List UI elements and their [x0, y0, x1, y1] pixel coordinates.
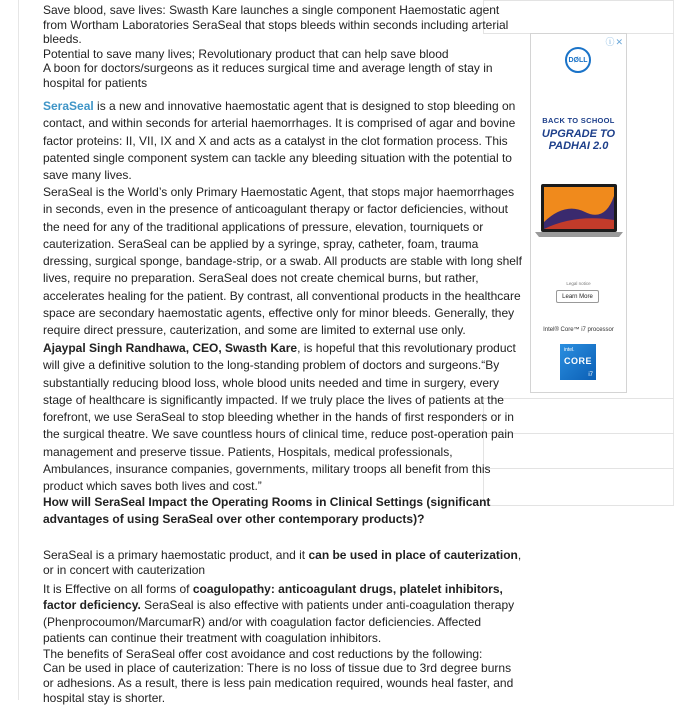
intel-badge-brand: intel.: [564, 347, 575, 353]
details-text: , or in concert with cauterization: [43, 548, 522, 577]
summary-line: A boon for doctors/surgeons as it reduces surgical time and average length of stay in hospital for patients: [43, 61, 493, 90]
details-line: The benefits of SeraSeal offer cost avoidance and cost reductions by the following:: [43, 646, 483, 661]
ceo-paragraph: [43, 340, 523, 496]
section-question-heading: How will SeraSeal Impact the Operating Rooms in Clinical Settings (significant advantages of using SeraSeal over other contemporary products)?: [43, 495, 491, 527]
sidebar-advertisement[interactable]: [530, 33, 627, 393]
summary-line: Potential to save many lives; Revolutionary product that can help save blood: [43, 46, 449, 61]
details-line: [43, 581, 525, 647]
primary-paragraph: SeraSeal is the World’s only Primary Haemostatic Agent, that stops major haemorrhages in seconds, even in the presence of anticoagulant therapy or factor deficiencies, without the need for any of the traditional applications of pressure, elevation, tourniquets or cauterization. SeraSeal can be applied by a syringe, spray, catheter, foam, trauma dressing, surgical sponge, bandage-strip, or a swab. All products are stable with long shelf lives, require no preparation. SeraSeal does not create chemical burns, but rather, accelerates healing for the patient. By contrast, all conventional products in the healthcare space are secondary haemostatic agents, effective only for minor bleeds. Generally, they require direct pressure, cauterization, and some are limited to external use only.: [43, 185, 522, 338]
ceo-quote: , is hopeful that this revolutionary product will give a definitive solution to the long-standing problem of doctors and surgeons.“By substantially reducing blood loss, whole blood units needed and time in surgery, every stage of healthcare is significantly impacted. If we truly place the lives of patients at the forefront, we use SeraSeal to stop bleeding whether in the hands of first responders or in the surgical theatre. We save countless hours of clinical time, reduce post-operation pain management and preserve tissue. Patients, Hospitals, medical professionals, Ambulances, insurance companies, governments, military troops all benefit from this product which saves both lives and cost.”: [43, 341, 516, 494]
details-line: [43, 548, 525, 578]
ad-headline-line2: UPGRADE TO PADHAI 2.0: [541, 128, 616, 152]
details-line: Can be used in place of cauterization: There is no loss of tissue due to 3rd degree burns or adhesions. As a result, there is less pain medication required, wounds heal faster, and hospital stay is shorter.: [43, 661, 514, 705]
intel-core-badge-icon: [560, 344, 596, 380]
intro-text: is a new and innovative haemostatic agent that is designed to stop bleeding on contact, and within seconds for arterial haemorrhages. It is comprised of agar and bovine factor proteins: II, VII, IX and X and acts as a catalyst in the clot formation process. This patented single component system can tackle any bleeding situation with the potential to save many lives.: [43, 99, 516, 183]
dell-logo: [565, 47, 591, 73]
summary-line: Save blood, save lives: Swasth Kare launches a single component Haemostatic agent from Wortham Laboratories SeraSeal that stops bleeds within seconds including arterial bleeds.: [43, 3, 509, 47]
details-text: SeraSeal is also effective with patients under anti-coagulation therapy (Phenprocoumon/MarcumarR) and/or with coagulation factor deficiencies. Affected patients can continue their treatment with coagulation inhibitors.: [43, 598, 515, 646]
learn-more-button[interactable]: Learn More: [556, 290, 599, 303]
ad-choices-close-icon[interactable]: ⓘ✕: [605, 37, 624, 47]
details-bold: can be used in place of cauterization: [308, 548, 518, 562]
details-text: SeraSeal is a primary haemostatic product, and it: [43, 548, 309, 562]
ceo-name: Ajaypal Singh Randhawa, CEO, Swasth Kare: [43, 341, 298, 355]
intel-badge-tier: i7: [588, 372, 593, 378]
intro-paragraph: [43, 98, 521, 184]
laptop-image: [535, 182, 623, 242]
dell-logo-text: DØLL: [568, 56, 588, 64]
ad-legal-notice[interactable]: Legal notice: [566, 281, 591, 286]
seraseal-link[interactable]: SeraSeal: [43, 99, 94, 113]
content-left-border: [18, 0, 19, 700]
ad-headline-line1: BACK TO SCHOOL: [542, 116, 615, 125]
article-summary: [43, 3, 525, 91]
details-text: It is Effective on all forms of: [43, 581, 193, 596]
ad-headline: [531, 116, 626, 152]
intel-badge-core: CORE: [564, 356, 593, 366]
details-block: [43, 548, 525, 706]
ad-processor-text: Intel® Core™ i7 processor: [543, 327, 614, 333]
details-bold: coagulopathy: anticoagulant drugs, platelet inhibitors, factor deficiency.: [43, 581, 503, 613]
